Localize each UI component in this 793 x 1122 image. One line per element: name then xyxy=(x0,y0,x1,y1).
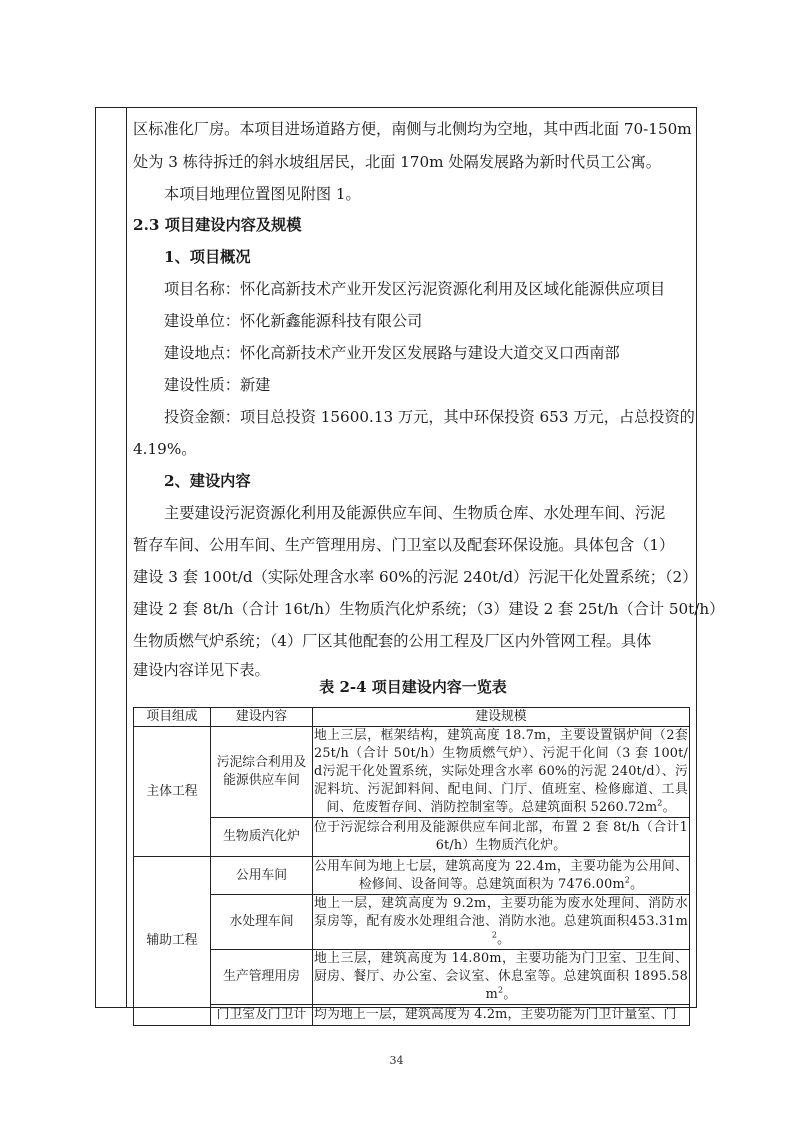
item-cell: 水处理车间 xyxy=(211,895,313,950)
content-line-6: 建设内容详见下表。 xyxy=(133,661,270,679)
table-row xyxy=(134,727,690,818)
scale-cell: 地上一层，建筑高度为 9.2m，主要功能为废水处理间、消防水泵房等，配有废水处理组合池、消防水池。总建筑面积$453.31m^2$。 xyxy=(313,895,690,950)
content-line-4: 建设 2 套 8t/h（合计 16t/h）生物质汽化炉系统；（3）建设 2 套 25t/h（合计 50t/h） xyxy=(133,600,725,618)
intro-line-2: 处为 3 栋待拆迁的斜水坡组居民，北面 170m 处隔发展路为新时代员工公寓。 xyxy=(133,153,661,171)
group-cell: 主体工程 xyxy=(134,727,211,857)
content-line-3: 建设 3 套 100t/d（实际处理含水率 60%的污泥 240t/d）污泥干化处置系统；（2） xyxy=(133,568,698,586)
scale-cell: 均为地上一层，建筑高度为 4.2m，主要功能为门卫计量室、门 xyxy=(313,1005,690,1026)
frame-divider xyxy=(126,107,127,1008)
content-line-1: 主要建设污泥资源化利用及能源供应车间、生物质仓库、水处理车间、污泥 xyxy=(164,504,666,522)
scale-cell: 公用车间为地上七层，建筑高度为 22.4m，主要功能为公用间、检修间、设备间等。总建筑面积为 $7476.00m^2$。 xyxy=(313,857,690,895)
subsection-content: 2、建设内容 xyxy=(164,472,251,490)
item-cell: 公用车间 xyxy=(211,857,313,895)
item-cell: 生产管理用房 xyxy=(211,950,313,1005)
item-cell: 污泥综合利用及能源供应车间 xyxy=(211,727,313,818)
section-heading: 2.3 项目建设内容及规模 xyxy=(133,216,302,234)
header-cell: 项目组成 xyxy=(134,708,211,727)
location-reference: 本项目地理位置图见附图 1。 xyxy=(164,185,361,203)
content-line-2: 暂存车间、公用车间、生产管理用房、门卫室以及配套环保设施。具体包含（1） xyxy=(133,536,675,554)
intro-line-1: 区标准化厂房。本项目进场道路方便，南侧与北侧均为空地，其中西北面 70-150m xyxy=(133,120,692,138)
scale-cell: 地上三层，框架结构，建筑高度 18.7m，主要设置锅炉间（2套 25t/h（合计 50t/h）生物质燃气炉）、污泥干化间（3 套 100t/d污泥干化处置系统，实际处理含水率 60%的污泥 240t/d）、污泥料坑、污泥卸料间、配电间、门厅、值班室、检修廊道、工具间、危废暂存间、消防控制室等。总建筑面积 $5260.72m^2$。 xyxy=(313,727,690,818)
construction-table xyxy=(133,707,690,1026)
nature: 建设性质：新建 xyxy=(164,376,271,394)
subsection-overview: 1、项目概况 xyxy=(164,248,251,266)
group-cell: 辅助工程 xyxy=(134,857,211,1026)
header-cell: 建设规模 xyxy=(313,708,690,727)
investment-line-2: 4.19%。 xyxy=(133,440,197,458)
table-row xyxy=(134,857,690,895)
table-row xyxy=(134,1005,690,1026)
content-line-5: 生物质燃气炉系统；（4）厂区其他配套的公用工程及厂区内外管网工程。具体 xyxy=(133,632,652,650)
site: 建设地点：怀化高新技术产业开发区发展路与建设大道交叉口西南部 xyxy=(164,344,620,362)
scale-cell: 位于污泥综合利用及能源供应车间北部，布置 2 套 8t/h（合计16t/h）生物质汽化炉。 xyxy=(313,818,690,857)
table-caption: 表 2-4 项目建设内容一览表 xyxy=(319,678,507,696)
scale-cell: 地上三层，建筑高度为 14.80m，主要功能为门卫室、卫生间、厨房、餐厅、办公室、会议室、休息室等。总建筑面积 $1895.58m^2$。 xyxy=(313,950,690,1005)
project-name: 项目名称：怀化高新技术产业开发区污泥资源化利用及区域化能源供应项目 xyxy=(164,280,666,298)
item-cell: 生物质汽化炉 xyxy=(211,818,313,857)
builder: 建设单位：怀化新鑫能源科技有限公司 xyxy=(164,312,423,330)
table-row xyxy=(134,818,690,857)
header-cell: 建设内容 xyxy=(211,708,313,727)
table-row xyxy=(134,895,690,950)
table-row xyxy=(134,950,690,1005)
investment-line-1: 投资金额：项目总投资 15600.13 万元，其中环保投资 653 万元，占总投资的 xyxy=(164,408,695,426)
table-header-row xyxy=(134,708,690,727)
page-number: 34 xyxy=(389,1054,404,1067)
item-cell: 门卫室及门卫计 xyxy=(211,1005,313,1026)
